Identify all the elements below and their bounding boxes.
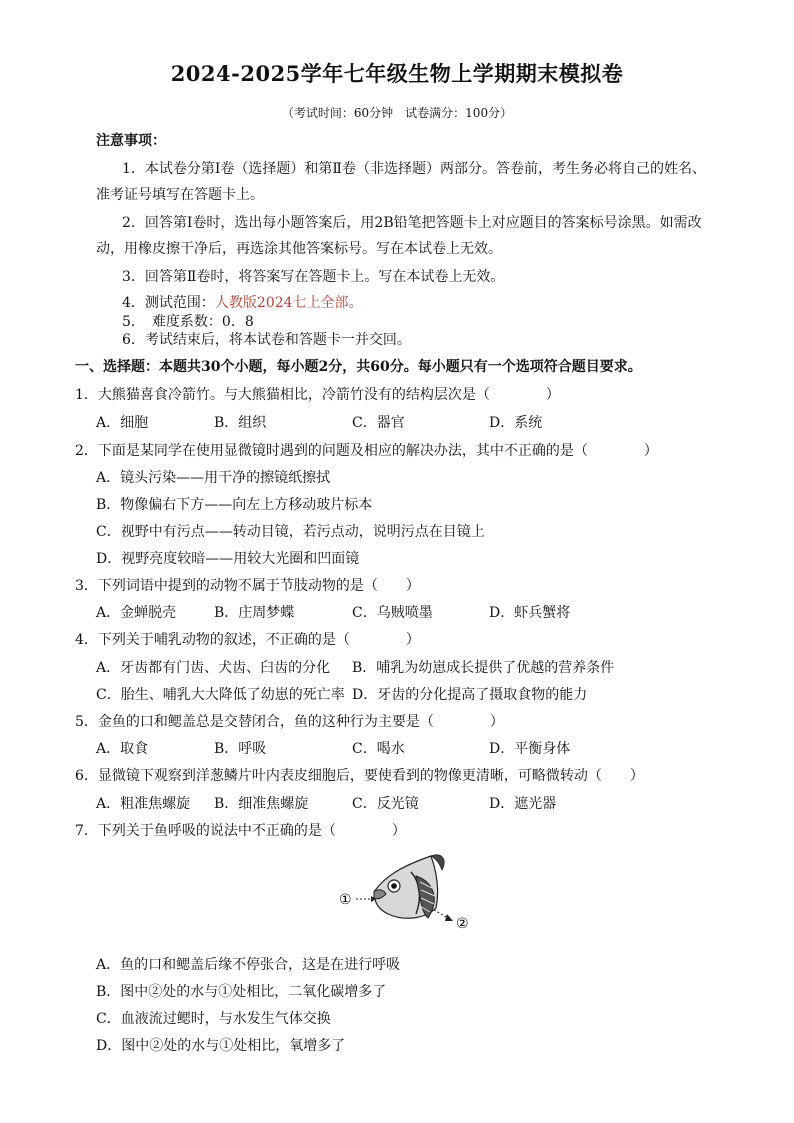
q1-option-b: B．组织 [214, 415, 267, 431]
question-1-stem: 1．大熊猫喜食冷箭竹。与大熊猫相比，冷箭竹没有的结构层次是（ ） [75, 387, 560, 403]
q5-option-c: C．喝水 [352, 741, 405, 757]
note-4-scope: 人教版2024七上全部。 [214, 295, 363, 311]
q6-option-d: D．遮光器 [489, 796, 557, 812]
q5-option-d: D．平衡身体 [489, 741, 571, 757]
question-2-stem: 2．下面是某同学在使用显微镜时遇到的问题及相应的解决办法，其中不正确的是（ ） [75, 443, 658, 459]
q1-option-d: D．系统 [489, 415, 543, 431]
question-5-stem: 5．金鱼的口和鳃盖总是交替闭合，鱼的这种行为主要是（ ） [75, 714, 504, 730]
exam-info: （考试时间：60分钟 试卷满分：100分） [281, 106, 513, 120]
q7-option-d: D．图中②处的水与①处相比，氧增多了 [96, 1038, 346, 1054]
note-6: 6．考试结束后，将本试卷和答题卡一并交回。 [122, 332, 411, 348]
q2-option-b: B．物像偏右下方——向左上方移动玻片标本 [96, 497, 373, 513]
q6-option-b: B．细准焦螺旋 [214, 796, 309, 812]
q2-option-a: A．镜头污染——用干净的擦镜纸擦拭 [96, 470, 331, 486]
figure-label-2: ② [456, 916, 469, 932]
question-3-stem: 3．下列词语中提到的动物不属于节肢动物的是（ ） [75, 578, 420, 594]
question-7-stem: 7．下列关于鱼呼吸的说法中不正确的是（ ） [75, 823, 406, 839]
q4-option-d: D．牙齿的分化提高了摄取食物的能力 [352, 687, 588, 703]
fish-head-icon [374, 855, 444, 918]
q2-option-c: C．视野中有污点——转动目镜，若污点动，说明污点在目镜上 [96, 524, 485, 540]
q5-option-a: A．取食 [96, 741, 149, 757]
outflow-arrow [434, 910, 448, 918]
q4-option-c: C．胎生、哺乳大大降低了幼崽的死亡率 [96, 687, 345, 703]
outflow-arrowhead [445, 914, 453, 921]
q7-option-a: A．鱼的口和鳃盖后缘不停张合，这是在进行呼吸 [96, 957, 401, 973]
note-1-line-1: 1．本试卷分第Ⅰ卷（选择题）和第Ⅱ卷（非选择题）两部分。答卷前，考生务必将自己的姓名、 [122, 161, 706, 177]
fish-gill-figure [336, 848, 486, 940]
notes-heading: 注意事项： [96, 133, 166, 149]
q6-option-c: C．反光镜 [352, 796, 419, 812]
q1-option-c: C．器官 [352, 415, 405, 431]
q4-option-b: B．哺乳为幼崽成长提供了优越的营养条件 [352, 660, 615, 676]
q4-option-a: A．牙齿都有门齿、犬齿、臼齿的分化 [96, 660, 331, 676]
q7-option-c: C．血液流过鳃时，与水发生气体交换 [96, 1011, 331, 1027]
page-title: 2024-2025学年七年级生物上学期期末模拟卷 [170, 61, 624, 86]
note-4-label: 4．测试范围： [122, 295, 215, 311]
q1-option-a: A．细胞 [96, 415, 149, 431]
q5-option-b: B．呼吸 [214, 741, 267, 757]
question-4-stem: 4．下列关于哺乳动物的叙述，不正确的是（ ） [75, 632, 420, 648]
q7-option-b: B．图中②处的水与①处相比，二氧化碳增多了 [96, 984, 387, 1000]
q3-option-a: A．金蝉脱壳 [96, 605, 177, 621]
note-5: 5． 难度系数：0．8 [122, 314, 254, 330]
q3-option-c: C．乌贼喷墨 [352, 605, 433, 621]
note-2-line-2: 动，用橡皮擦干净后，再选涂其他答案标号。写在本试卷上无效。 [96, 241, 502, 257]
note-3: 3．回答第Ⅱ卷时，将答案写在答题卡上。写在本试卷上无效。 [122, 269, 505, 285]
q2-option-d: D．视野亮度较暗——用较大光圈和凹面镜 [96, 551, 360, 567]
section-heading: 一、选择题：本题共30个小题，每小题2分，共60分。每小题只有一个选项符合题目要求。 [75, 359, 642, 375]
q3-option-d: D．虾兵蟹将 [489, 605, 571, 621]
q3-option-b: B．庄周梦蝶 [214, 605, 295, 621]
figure-label-1: ① [339, 892, 352, 908]
note-2-line-1: 2．回答第Ⅰ卷时，选出每小题答案后，用2B铅笔把答题卡上对应题目的答案标号涂黑。如需改 [122, 215, 702, 231]
question-6-stem: 6．显微镜下观察到洋葱鳞片叶内表皮细胞后，要使看到的物像更清晰，可略微转动（ ） [75, 768, 644, 784]
note-1-line-2: 准考证号填写在答题卡上。 [96, 187, 264, 203]
note-4 [122, 294, 363, 312]
q6-option-a: A．粗准焦螺旋 [96, 796, 191, 812]
